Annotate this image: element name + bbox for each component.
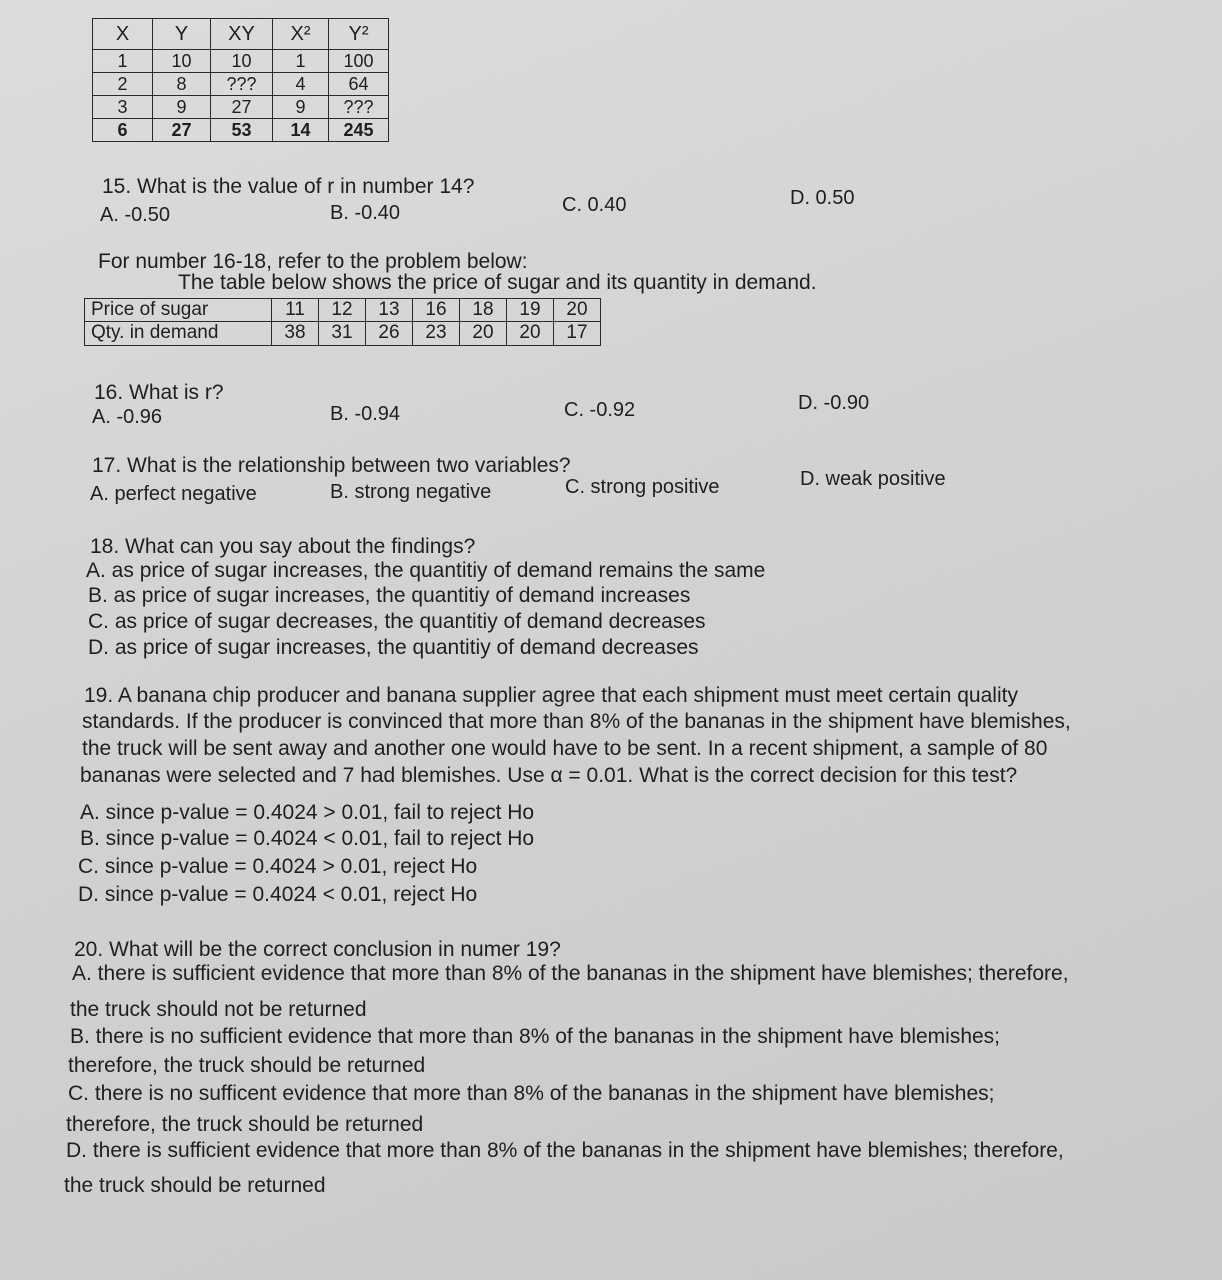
xy-table-header bbox=[93, 19, 389, 50]
price-cell: 20 bbox=[554, 298, 601, 322]
header-y: Y bbox=[153, 19, 211, 50]
q20-option-d-line-1: D. there is sufficient evidence that more than 8% of the bananas in the shipment have blemishes; therefore, bbox=[66, 1139, 1064, 1162]
cell: 1 bbox=[93, 50, 153, 73]
cell: ??? bbox=[211, 73, 273, 96]
q19-option-b: B. since p-value = 0.4024 < 0.01, fail to reject Ho bbox=[80, 827, 535, 850]
q15-option-d: D. 0.50 bbox=[790, 187, 855, 209]
table-row bbox=[93, 73, 389, 96]
q19-option-c: C. since p-value = 0.4024 > 0.01, reject Ho bbox=[78, 855, 478, 878]
cell: 1 bbox=[273, 50, 329, 73]
qty-cell: 20 bbox=[507, 322, 554, 346]
qty-label: Qty. in demand bbox=[84, 322, 272, 346]
qty-cell: 23 bbox=[413, 322, 460, 346]
cell: 100 bbox=[329, 50, 389, 73]
cell: 14 bbox=[273, 119, 329, 142]
price-cell: 12 bbox=[319, 298, 366, 322]
q20-option-c-line-1: C. there is no sufficent evidence that more than 8% of the bananas in the shipment have blemishes; bbox=[68, 1082, 995, 1105]
cell: 6 bbox=[93, 119, 153, 142]
q20-option-b-line-2: therefore, the truck should be returned bbox=[68, 1054, 426, 1077]
q17-option-a: A. perfect negative bbox=[90, 483, 257, 505]
qty-cell: 20 bbox=[460, 322, 507, 346]
header-x2: X² bbox=[273, 19, 329, 50]
q16-option-c: C. -0.92 bbox=[564, 399, 636, 421]
q15-option-c: C. 0.40 bbox=[562, 194, 627, 216]
cell: 10 bbox=[211, 50, 273, 73]
price-cell: 16 bbox=[413, 298, 460, 322]
cell: 3 bbox=[93, 96, 153, 119]
cell: 9 bbox=[273, 96, 329, 119]
qty-cell: 38 bbox=[272, 322, 319, 346]
cell: 4 bbox=[273, 73, 329, 96]
q20-option-c-line-2: therefore, the truck should be returned bbox=[66, 1113, 424, 1136]
table-row bbox=[84, 322, 601, 346]
cell: 27 bbox=[153, 119, 211, 142]
cell: 53 bbox=[211, 119, 273, 142]
price-label: Price of sugar bbox=[84, 298, 272, 322]
q19-line-4: bananas were selected and 7 had blemishes. Use α = 0.01. What is the correct decision for this test? bbox=[80, 764, 1018, 787]
q19-line-1: 19. A banana chip producer and banana supplier agree that each shipment must meet certain quality bbox=[84, 684, 1018, 707]
cell: 27 bbox=[211, 96, 273, 119]
q20-option-b-line-1: B. there is no sufficient evidence that more than 8% of the bananas in the shipment have blemishes; bbox=[70, 1025, 1001, 1048]
cell: 64 bbox=[329, 73, 389, 96]
table-total-row bbox=[93, 119, 389, 142]
table-row bbox=[84, 298, 601, 322]
q18-option-a: A. as price of sugar increases, the quantitiy of demand remains the same bbox=[86, 559, 766, 582]
q19-line-3: the truck will be sent away and another one would have to be sent. In a recent shipment, a sample of 80 bbox=[82, 737, 1048, 760]
sugar-caption: The table below shows the price of sugar and its quantity in demand. bbox=[178, 271, 817, 294]
q15-option-a: A. -0.50 bbox=[100, 204, 171, 226]
intro-16-18: For number 16-18, refer to the problem below: bbox=[98, 250, 528, 273]
qty-cell: 26 bbox=[366, 322, 413, 346]
q18-option-c: C. as price of sugar decreases, the quantitiy of demand decreases bbox=[88, 610, 706, 633]
qty-cell: 31 bbox=[319, 322, 366, 346]
sugar-table bbox=[84, 298, 601, 346]
cell: 8 bbox=[153, 73, 211, 96]
cell: ??? bbox=[329, 96, 389, 119]
q18-question: 18. What can you say about the findings? bbox=[90, 535, 476, 558]
q19-option-a: A. since p-value = 0.4024 > 0.01, fail to reject Ho bbox=[80, 801, 535, 824]
q20-option-d-line-2: the truck should be returned bbox=[64, 1174, 326, 1197]
q17-option-b: B. strong negative bbox=[330, 481, 492, 503]
q20-option-a-line-1: A. there is sufficient evidence that more than 8% of the bananas in the shipment have blemishes; therefore, bbox=[72, 962, 1069, 985]
header-xy: XY bbox=[211, 19, 273, 50]
price-cell: 18 bbox=[460, 298, 507, 322]
q16-question: 16. What is r? bbox=[94, 381, 224, 404]
cell: 245 bbox=[329, 119, 389, 142]
table-row bbox=[93, 50, 389, 73]
q15-question: 15. What is the value of r in number 14? bbox=[102, 175, 475, 198]
qty-cell: 17 bbox=[554, 322, 601, 346]
header-x: X bbox=[93, 19, 153, 50]
q16-option-b: B. -0.94 bbox=[330, 403, 401, 425]
table-row bbox=[93, 96, 389, 119]
q16-option-a: A. -0.96 bbox=[92, 406, 163, 428]
q19-line-2: standards. If the producer is convinced that more than 8% of the bananas in the shipment have blemishes, bbox=[82, 710, 1071, 733]
q18-option-b: B. as price of sugar increases, the quantitiy of demand increases bbox=[88, 584, 691, 607]
q17-option-c: C. strong positive bbox=[565, 476, 720, 498]
xy-table bbox=[92, 18, 389, 142]
price-cell: 19 bbox=[507, 298, 554, 322]
q17-question: 17. What is the relationship between two variables? bbox=[92, 454, 571, 477]
q20-question: 20. What will be the correct conclusion in numer 19? bbox=[74, 938, 561, 961]
price-cell: 11 bbox=[272, 298, 319, 322]
q15-option-b: B. -0.40 bbox=[330, 202, 401, 224]
q16-option-d: D. -0.90 bbox=[798, 392, 870, 414]
q19-option-d: D. since p-value = 0.4024 < 0.01, reject Ho bbox=[78, 883, 478, 906]
price-cell: 13 bbox=[366, 298, 413, 322]
q18-option-d: D. as price of sugar increases, the quantitiy of demand decreases bbox=[88, 636, 699, 659]
cell: 9 bbox=[153, 96, 211, 119]
q17-option-d: D. weak positive bbox=[800, 468, 946, 490]
q20-option-a-line-2: the truck should not be returned bbox=[70, 998, 367, 1021]
header-y2: Y² bbox=[329, 19, 389, 50]
cell: 10 bbox=[153, 50, 211, 73]
cell: 2 bbox=[93, 73, 153, 96]
